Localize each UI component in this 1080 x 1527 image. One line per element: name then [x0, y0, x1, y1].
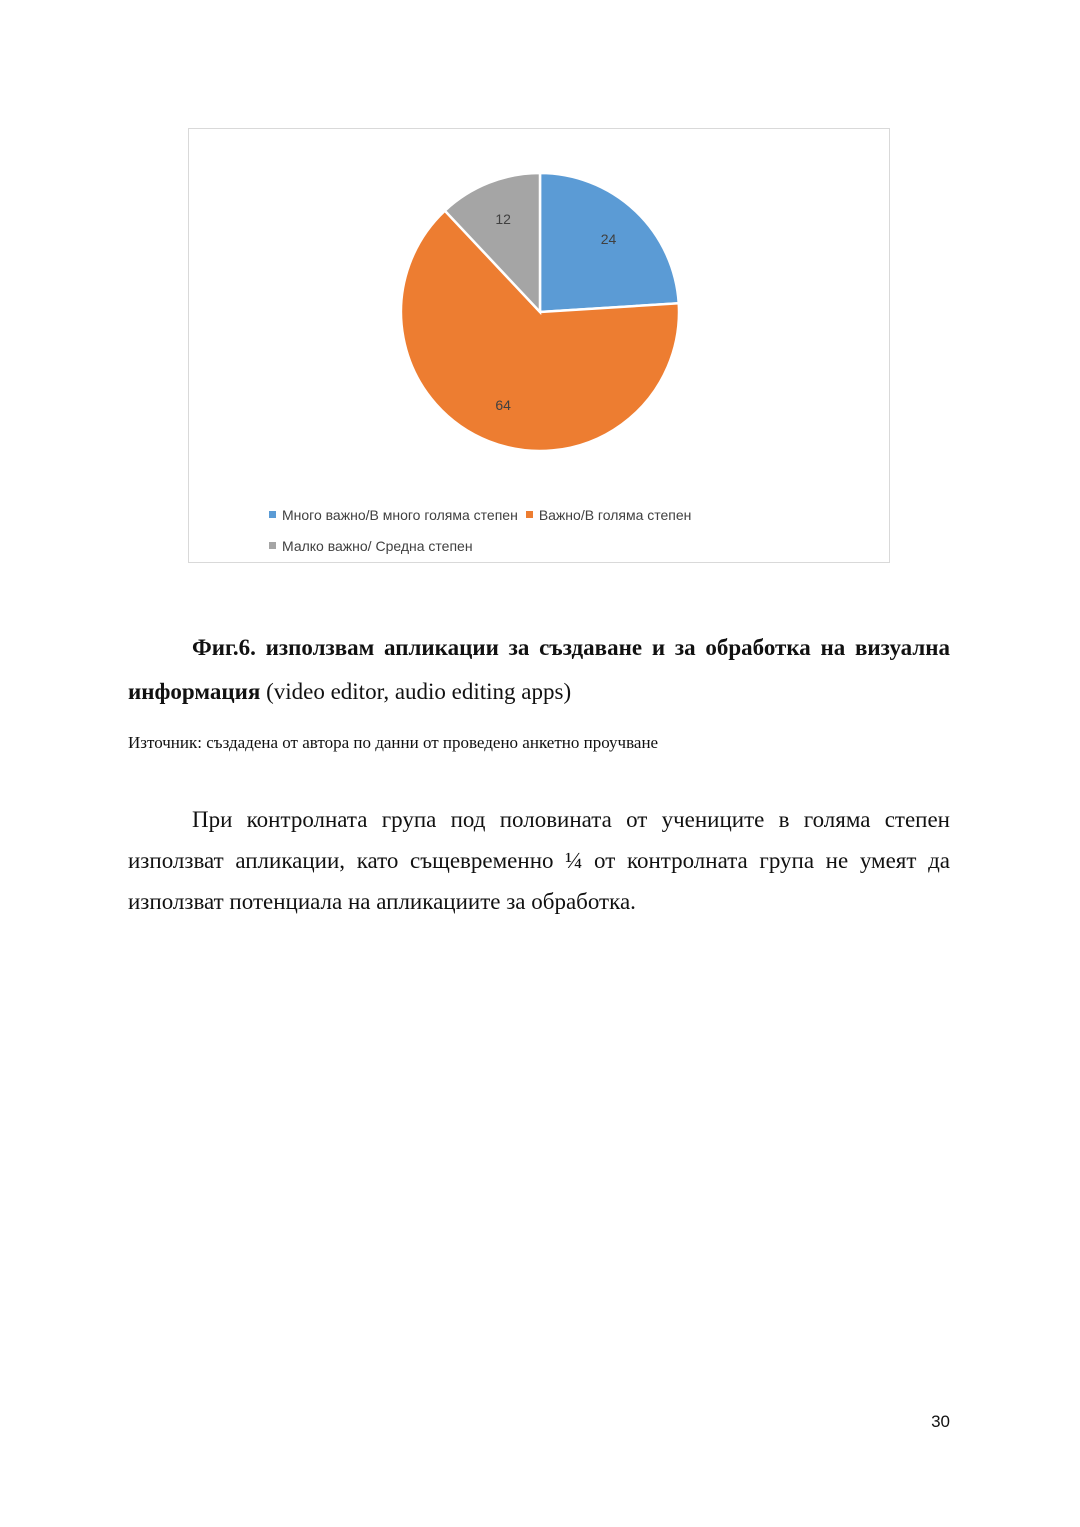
legend-item-important — [526, 507, 692, 523]
legend-label: Много важно/В много голяма степен — [282, 506, 518, 523]
legend-swatch — [269, 542, 276, 549]
pie-chart — [188, 128, 890, 563]
pie-data-label: 64 — [495, 397, 511, 414]
pie-data-label: 12 — [495, 210, 511, 227]
figure-caption — [128, 626, 950, 714]
figure-caption-bold: Фиг.6. използвам апликации за създаване и за обработка на визуална информация — [128, 635, 950, 704]
legend-item-very-important — [269, 507, 518, 523]
legend-swatch — [526, 511, 533, 518]
figure-source: Източник: създадена от автора по данни от проведено анкетно проучване — [128, 733, 659, 752]
chart-legend — [269, 499, 829, 561]
page-number: 30 — [931, 1412, 950, 1431]
legend-label: Малко важно/ Средна степен — [282, 537, 473, 554]
legend-label: Важно/В голяма степен — [538, 506, 692, 523]
pie-data-label: 24 — [600, 231, 617, 248]
legend-item-less-important — [269, 538, 473, 554]
body-paragraph: При контролната група под половината от учениците в голяма степен използват апликации, като същевременно ¼ от контролната група не умеят да използват потенциала на апликациите за обработка. — [128, 807, 950, 914]
figure-caption-normal: (video editor, audio editing apps) — [260, 679, 572, 704]
pie-chart-canvas — [189, 129, 891, 499]
legend-swatch — [269, 511, 276, 518]
